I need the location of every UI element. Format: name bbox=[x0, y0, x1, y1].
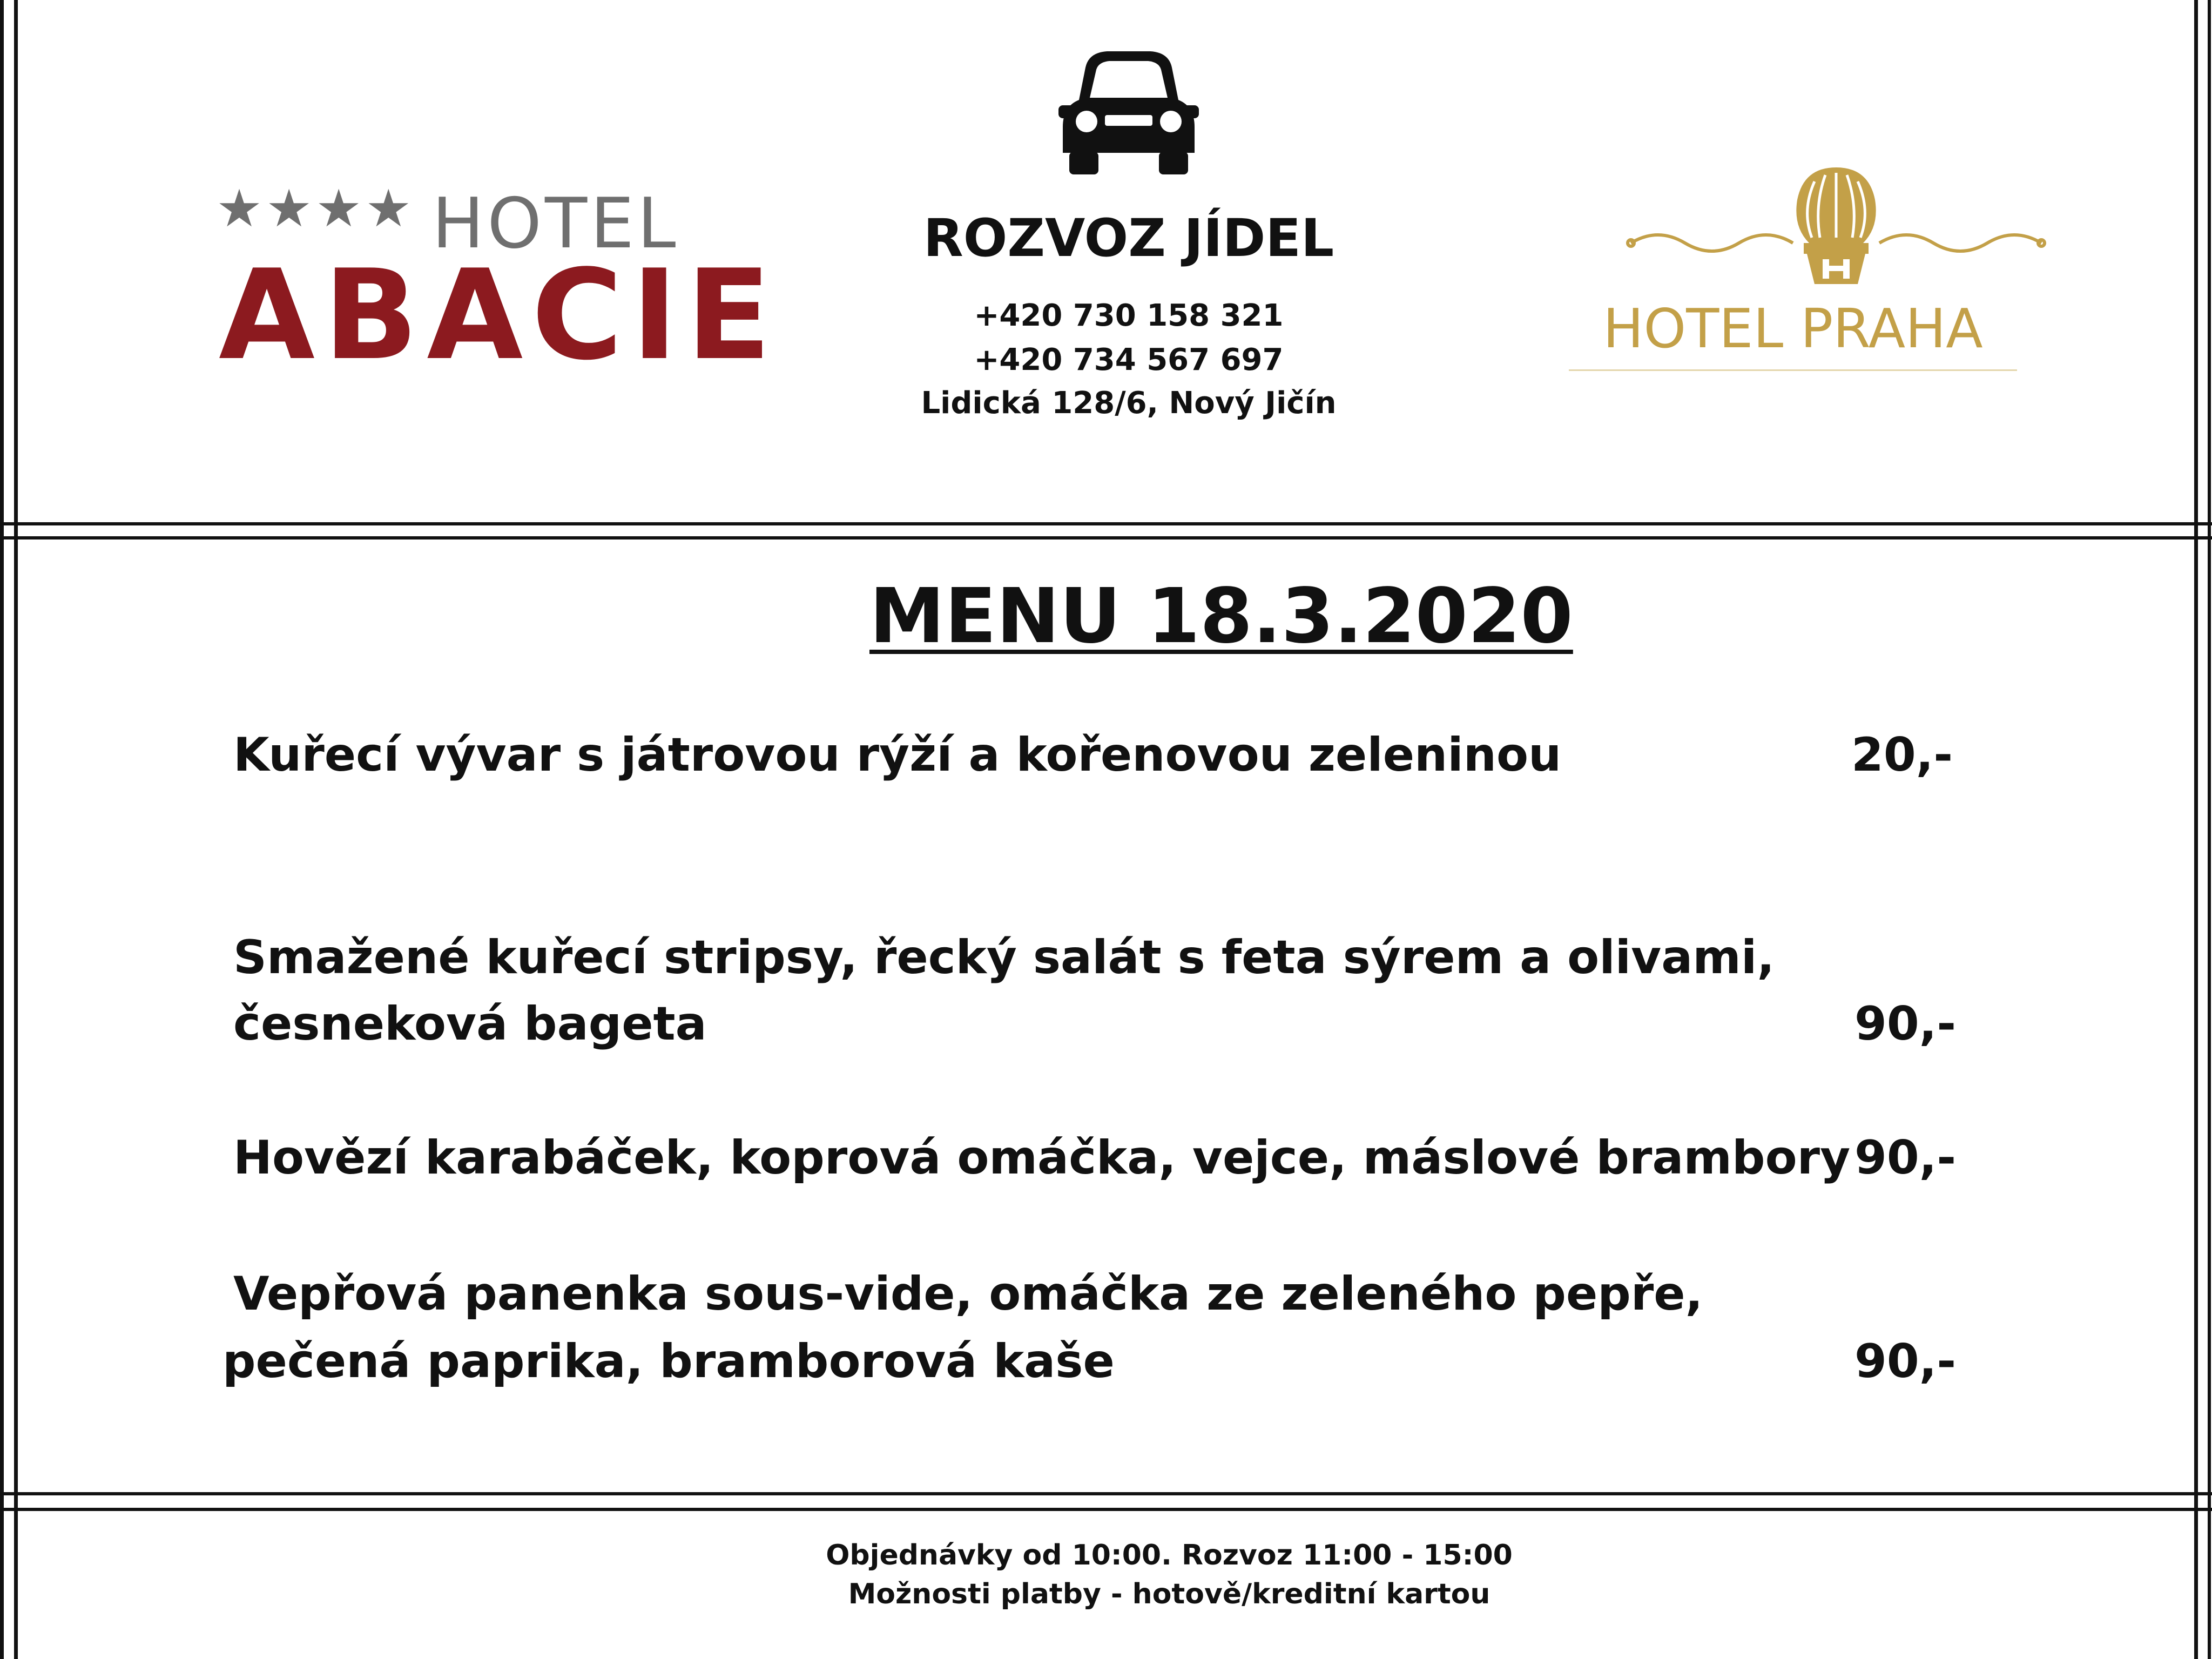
menu-item-3-price: 90,- bbox=[1854, 1131, 1957, 1185]
menu-item-4-line-2: pečená paprika, bramborová kaše bbox=[222, 1334, 1115, 1388]
menu-item-4-price: 90,- bbox=[1854, 1334, 1957, 1388]
menu-item-3-line-1: Hovězí karabáček, koprová omáčka, vejce, máslové brambory bbox=[233, 1131, 1851, 1185]
menu-title: MENU 18.3.2020 bbox=[869, 572, 1573, 660]
delivery-title: ROZVOZ JÍDEL bbox=[923, 208, 1334, 268]
hotel-praha-logo: HOTEL PRAHA bbox=[1603, 297, 1983, 360]
shell-emblem-icon bbox=[1626, 162, 2047, 292]
phone-number-2: +420 734 567 697 bbox=[974, 342, 1284, 377]
menu-item-2-line-1: Smažené kuřecí stripsy, řecký salát s feta sýrem a olivami, bbox=[233, 930, 1775, 984]
footer-hours: Objednávky od 10:00. Rozvoz 11:00 - 15:00 bbox=[826, 1539, 1513, 1572]
hotel-stars: ★★★★ bbox=[216, 178, 415, 239]
phone-number-1: +420 730 158 321 bbox=[974, 298, 1284, 333]
header-divider-top bbox=[0, 522, 2212, 525]
hotel-praha-rule bbox=[1569, 369, 2017, 371]
footer-divider-top bbox=[0, 1492, 2212, 1495]
frame-right-outer bbox=[2208, 0, 2211, 1659]
hotel-abacie-logo: ABACIE bbox=[219, 244, 780, 388]
frame-left-outer bbox=[0, 0, 4, 1659]
menu-item-4-line-1: Vepřová panenka sous-vide, omáčka ze zeleného pepře, bbox=[233, 1267, 1703, 1321]
menu-item-2-price: 90,- bbox=[1854, 997, 1957, 1051]
frame-right-inner bbox=[2194, 0, 2198, 1659]
footer-divider-bottom bbox=[0, 1508, 2212, 1511]
menu-item-2-line-2: česneková bageta bbox=[233, 997, 707, 1051]
header-divider-bottom bbox=[0, 536, 2212, 539]
footer-payment: Možnosti platby - hotově/kreditní kartou bbox=[848, 1578, 1491, 1610]
menu-item-1-line-1: Kuřecí vývar s játrovou rýží a kořenovou zeleninou bbox=[233, 728, 1562, 782]
car-icon bbox=[1053, 46, 1204, 176]
address: Lidická 128/6, Nový Jičín bbox=[921, 386, 1337, 421]
menu-item-1-price: 20,- bbox=[1851, 728, 1953, 782]
frame-left-inner bbox=[14, 0, 18, 1659]
hotel-abacie-hotel-label: HOTEL bbox=[432, 184, 679, 264]
